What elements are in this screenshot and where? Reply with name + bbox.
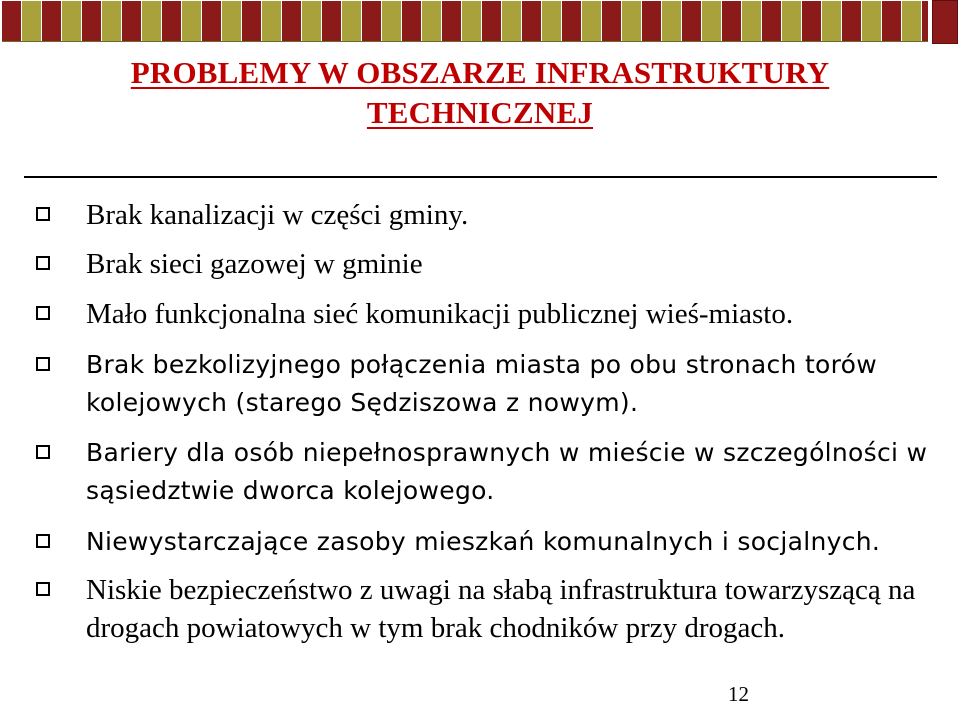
checkered-squares-decoration — [2, 1, 928, 42]
list-item-text: Bariery dla osób niepełnosprawnych w mieście w szczególności w sąsiedztwie dworca kolejowego. — [86, 438, 928, 505]
list-item — [86, 571, 956, 647]
corner-square-decoration — [932, 0, 958, 44]
hollow-square-bullet-icon — [36, 306, 50, 320]
list-item — [86, 245, 956, 283]
hollow-square-bullet-icon — [36, 207, 50, 221]
list-item — [86, 346, 956, 422]
list-item-text: Brak sieci gazowej w gminie — [86, 248, 423, 280]
list-item-text: Brak kanalizacji w części gminy. — [86, 199, 469, 231]
hollow-square-bullet-icon — [36, 357, 50, 371]
list-item — [86, 523, 956, 561]
list-item-text: Niewystarczające zasoby mieszkań komunalnych i socjalnych. — [86, 527, 881, 556]
list-item — [86, 434, 956, 510]
list-item — [86, 196, 956, 234]
decorative-header-bar — [0, 0, 960, 46]
hollow-square-bullet-icon — [36, 534, 50, 548]
list-item-text: Niskie bezpieczeństwo z uwagi na słabą infrastruktura towarzyszącą na drogach powiatowych w tym brak chodników przy drogach. — [86, 574, 916, 644]
slide-title-line-1: PROBLEMY W OBSZARZE INFRASTRUKTURY — [130, 55, 830, 90]
hollow-square-bullet-icon — [36, 445, 50, 459]
title-divider-line — [24, 176, 937, 178]
slide-title — [60, 53, 900, 133]
hollow-square-bullet-icon — [36, 256, 50, 270]
list-item-text: Mało funkcjonalna sieć komunikacji publicznej wieś-miasto. — [86, 298, 794, 330]
page-number: 12 — [728, 682, 749, 706]
list-item-text: Brak bezkolizyjnego połączenia miasta po obu stronach torów kolejowych (starego Sędziszowa z nowym). — [86, 350, 878, 417]
list-item — [86, 295, 956, 333]
hollow-square-bullet-icon — [36, 582, 50, 596]
slide-title-line-2: TECHNICZNEJ — [366, 95, 594, 130]
